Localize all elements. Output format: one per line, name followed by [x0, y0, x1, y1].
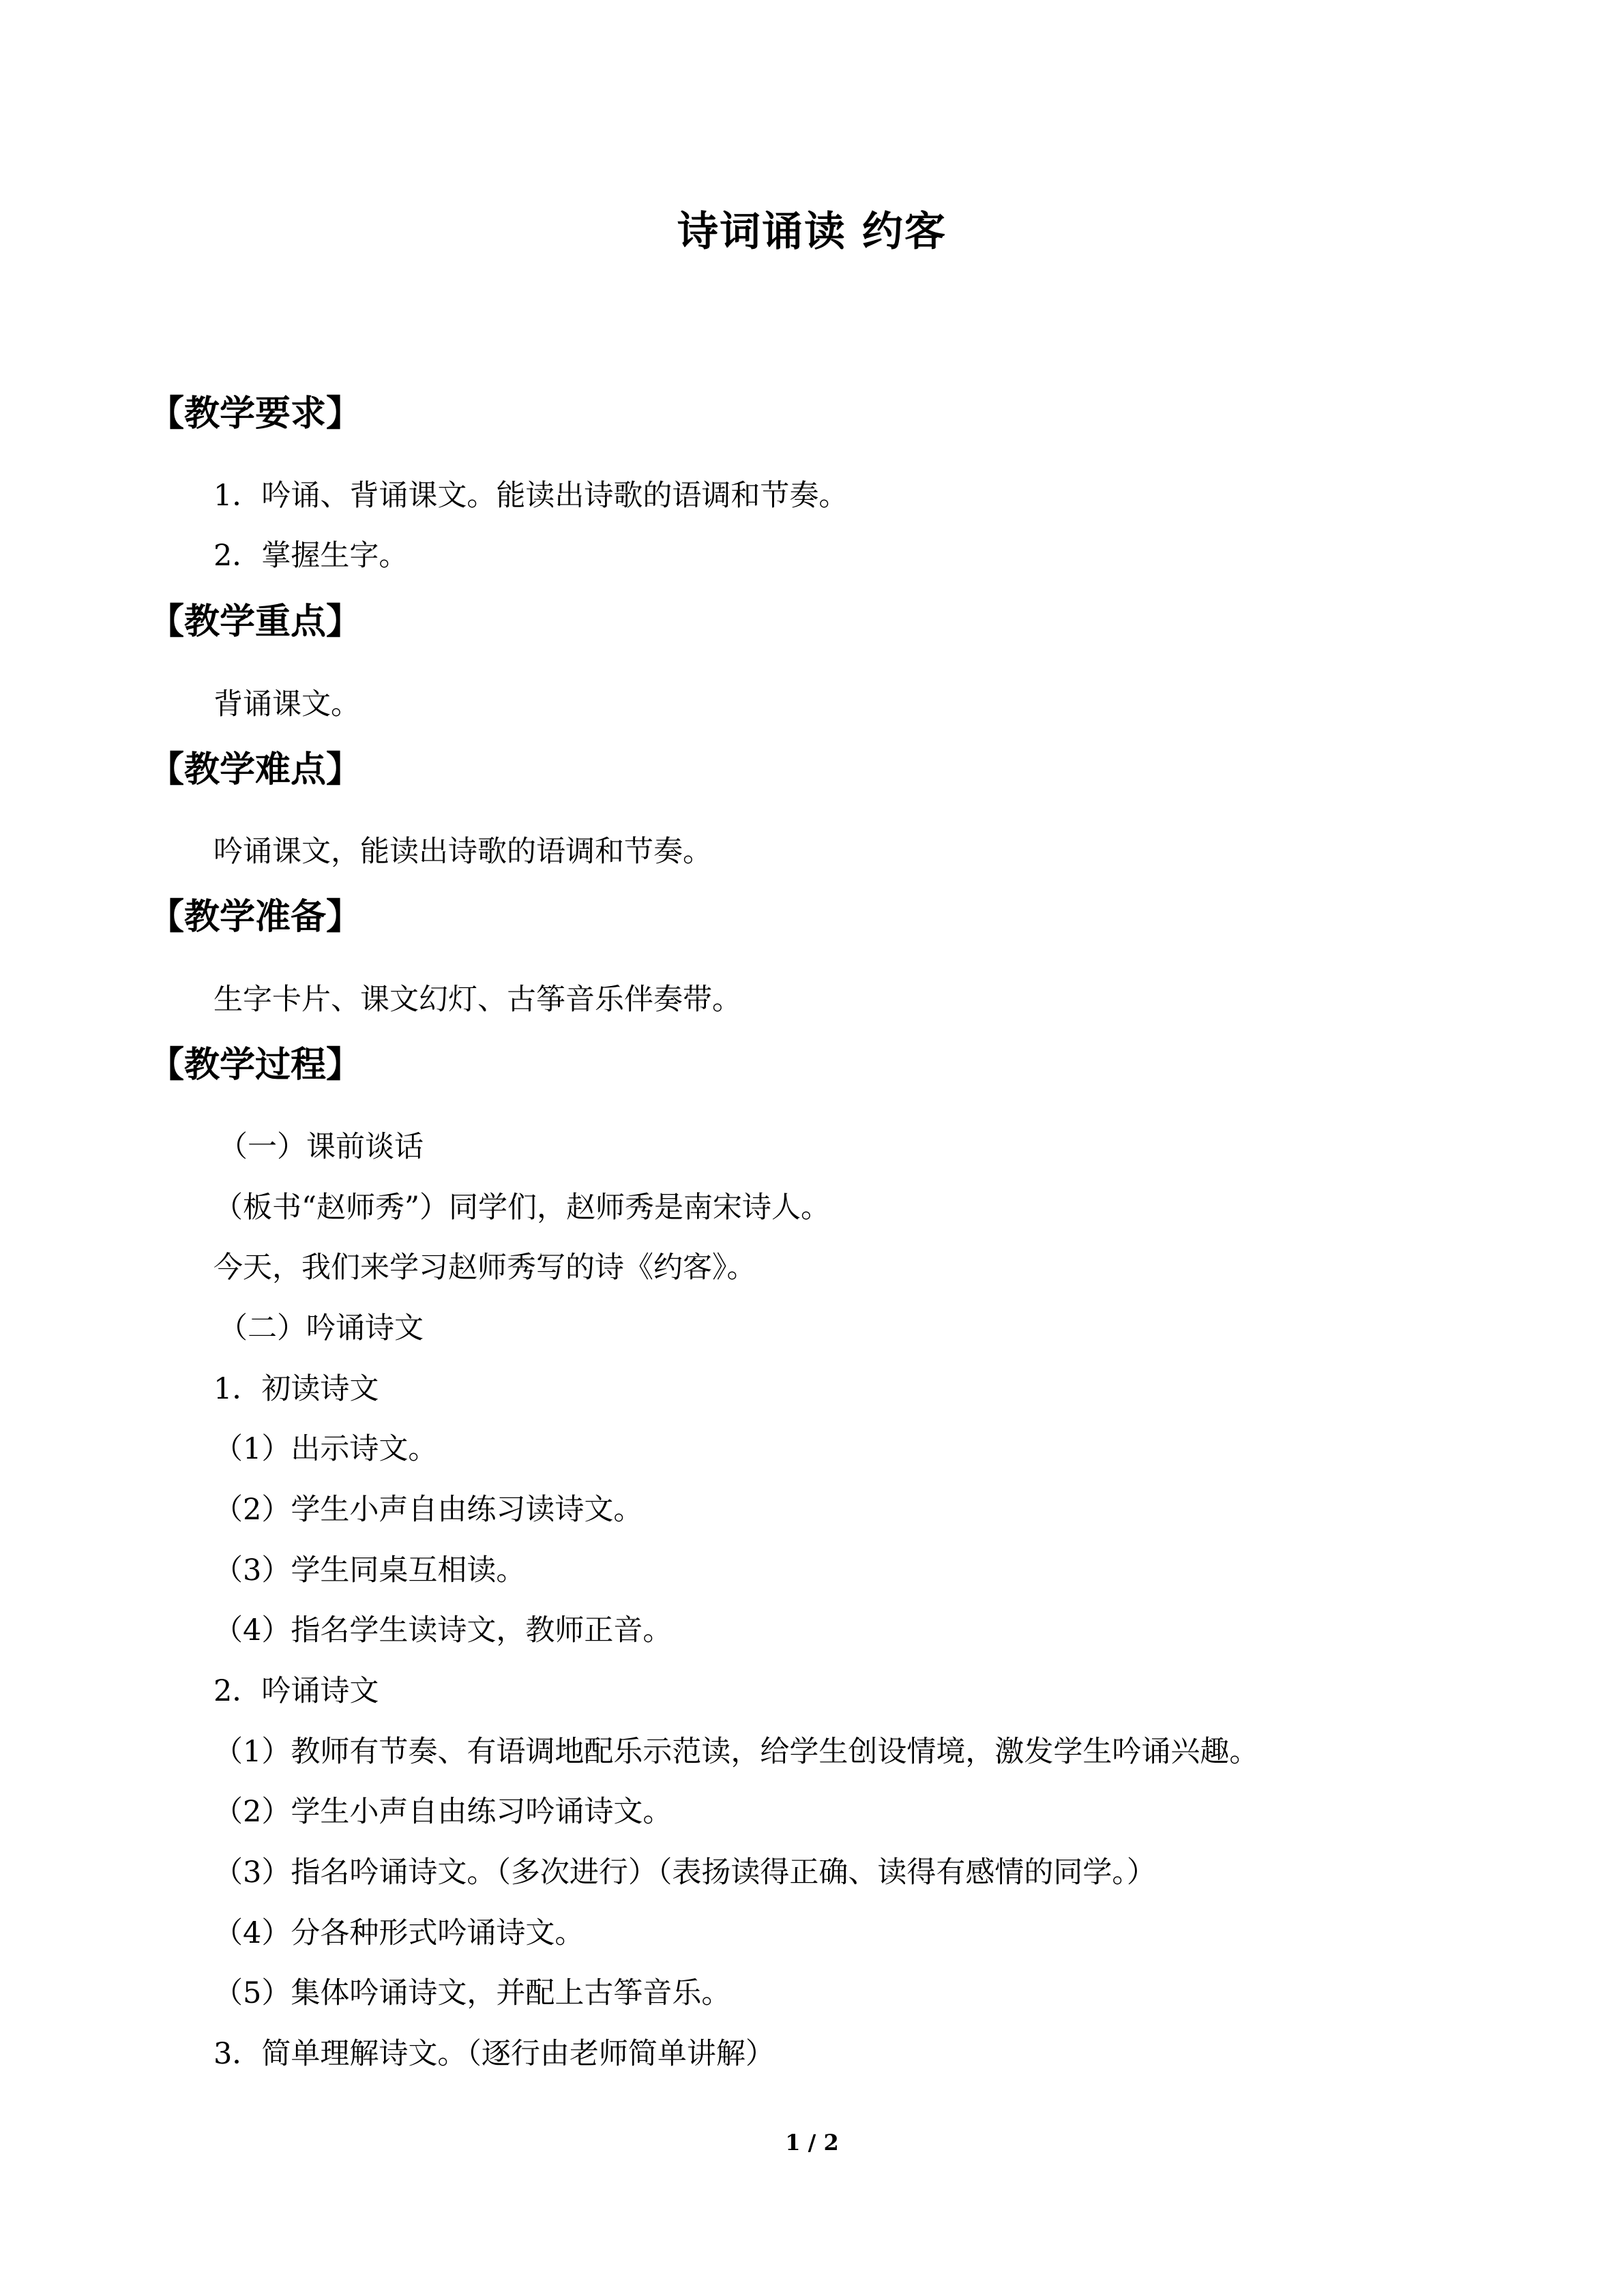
process-item: 2．吟诵诗文: [213, 1674, 379, 1708]
heading-key-points: 【教学重点】: [149, 601, 362, 642]
key-points-item: 背诵课文。: [213, 687, 360, 721]
process-item: 1．初读诗文: [213, 1372, 379, 1406]
requirements-item: 2．掌握生字。: [213, 539, 409, 573]
preparation-item: 生字卡片、课文幻灯、古筝音乐伴奏带。: [213, 983, 741, 1017]
difficulties-item: 吟诵课文，能读出诗歌的语调和节奏。: [213, 835, 712, 869]
requirements-item: 1．吟诵、背诵课文。能读出诗歌的语调和节奏。: [213, 479, 848, 513]
process-item: （4）指名学生读诗文，教师正音。: [213, 1613, 673, 1648]
process-item: （2）学生小声自由练习吟诵诗文。: [213, 1795, 673, 1829]
process-item: （二）吟诵诗文: [218, 1311, 424, 1345]
process-item: （1）教师有节奏、有语调地配乐示范读，给学生创设情境，激发学生吟诵兴趣。: [213, 1735, 1259, 1769]
process-item: （3）学生同桌互相读。: [213, 1553, 526, 1587]
process-item: （4）分各种形式吟诵诗文。: [213, 1916, 585, 1950]
heading-difficulties: 【教学难点】: [149, 749, 362, 790]
process-item: 今天，我们来学习赵师秀写的诗《约客》。: [213, 1251, 756, 1285]
document-title: 诗词诵读 约客: [677, 208, 947, 256]
page-number: 1 / 2: [785, 2130, 839, 2156]
process-item: （3）指名吟诵诗文。（多次进行）（表扬读得正确、读得有感情的同学。）: [213, 1855, 1156, 1890]
process-item: （5）集体吟诵诗文，并配上古筝音乐。: [213, 1976, 731, 2010]
heading-process: 【教学过程】: [149, 1045, 362, 1086]
process-item: （一）课前谈话: [218, 1130, 424, 1164]
process-item: （2）学生小声自由练习读诗文。: [213, 1493, 643, 1527]
heading-requirements: 【教学要求】: [149, 393, 362, 434]
heading-preparation: 【教学准备】: [149, 897, 362, 938]
process-item: （板书“赵师秀”）同学们，赵师秀是南宋诗人。: [213, 1191, 830, 1225]
process-item: （1）出示诗文。: [213, 1432, 438, 1466]
process-item: 3．简单理解诗文。（逐行由老师简单讲解）: [213, 2037, 775, 2071]
